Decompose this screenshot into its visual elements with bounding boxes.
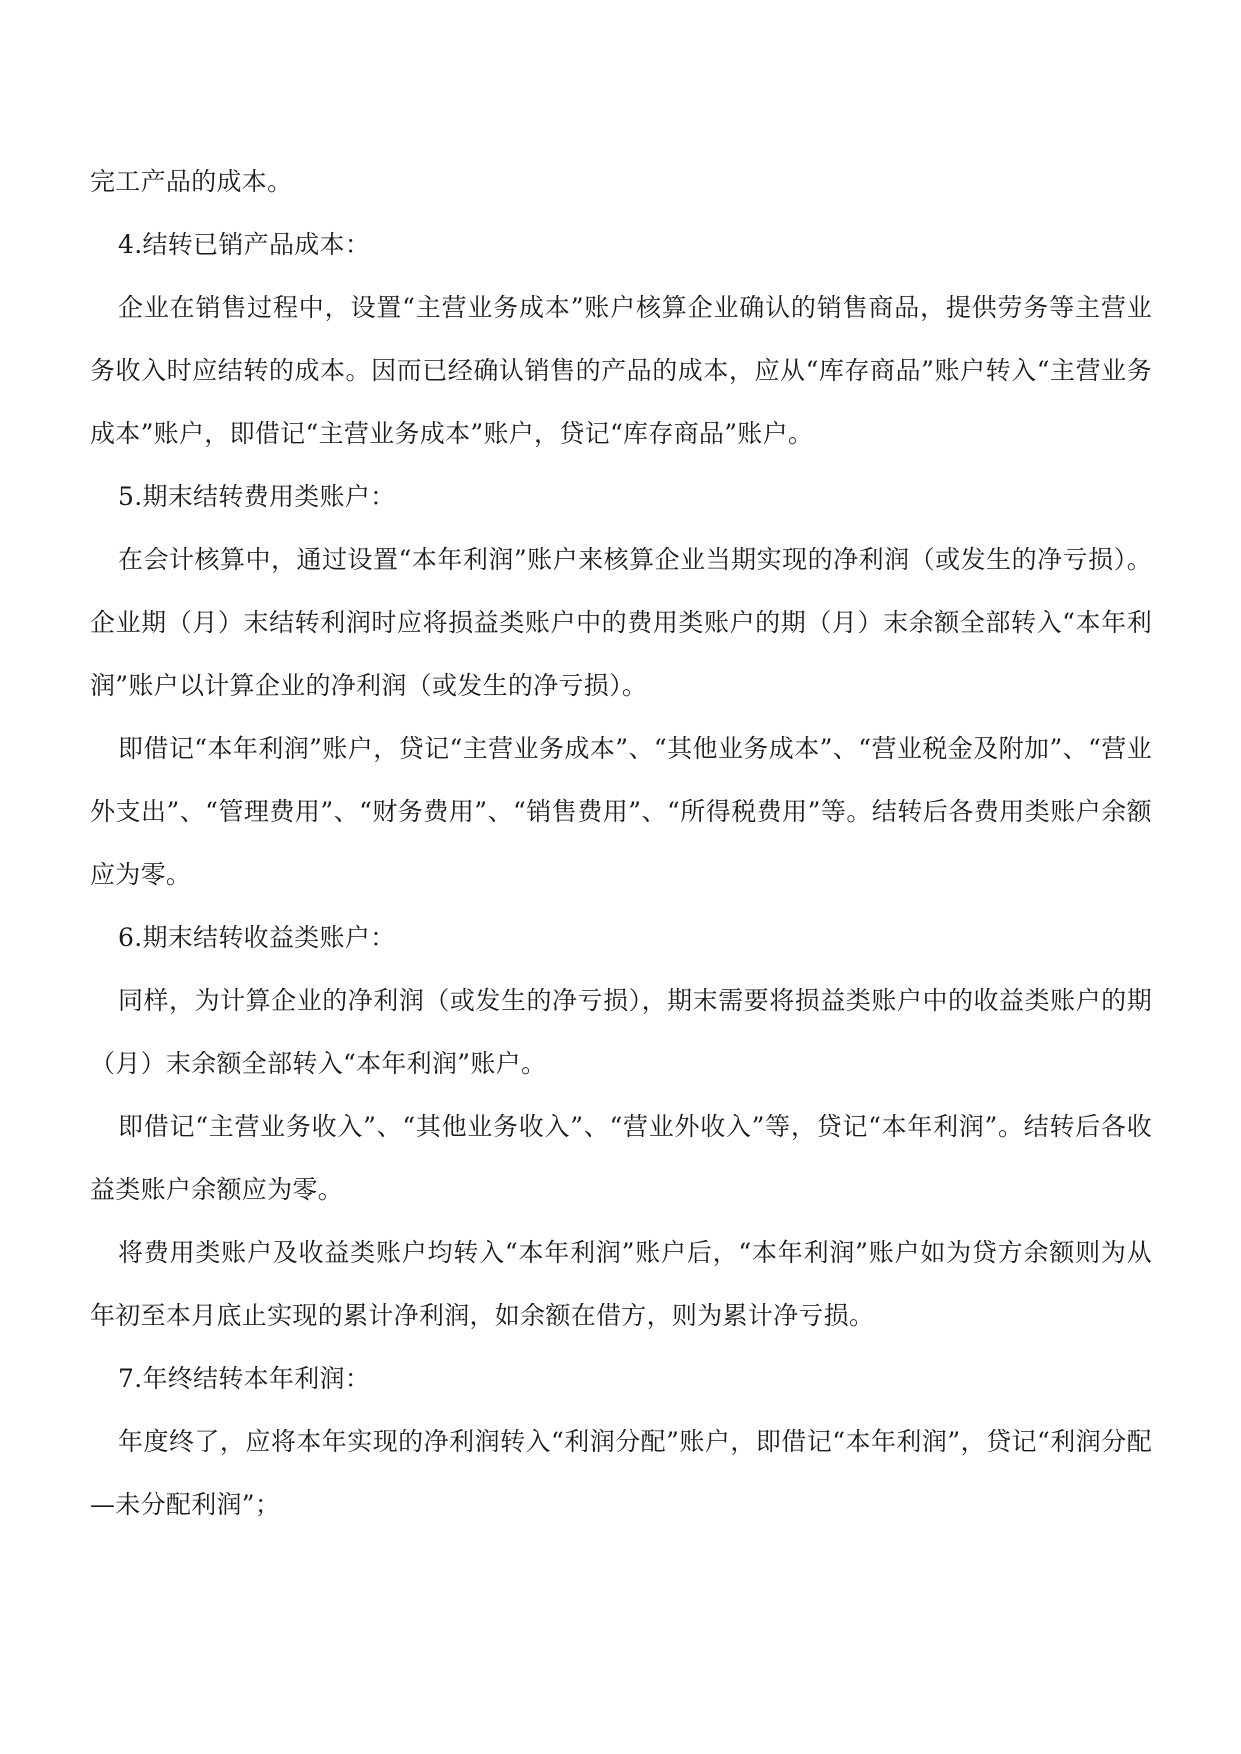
paragraph-cost-of-main-business: 企业在销售过程中，设置“主营业务成本”账户核算企业确认的销售商品，提供劳务等主营业务收入时应结转的成本。因而已经确认销售的产品的成本，应从“库存商品”账户转入“主营业务成本”账户，即借记“主营业务成本”账户，贷记“库存商品”账户。 (90, 293, 1152, 448)
document-page (90, 150, 1152, 1536)
heading-6-period-end-revenue-accounts: 6.期末结转收益类账户： (118, 923, 396, 952)
paragraph-expense-debit-credit: 即借记“本年利润”账户，贷记“主营业务成本”、“其他业务成本”、“营业税金及附加”、“营业外支出”、“管理费用”、“财务费用”、“销售费用”、“所得税费用”等。结转后各费用类账户余额应为零。 (90, 734, 1152, 889)
paragraph-revenue-transfer: 同样，为计算企业的净利润（或发生的净亏损），期末需要将损益类账户中的收益类账户的期（月）末余额全部转入“本年利润”账户。 (90, 986, 1152, 1078)
paragraph-revenue-debit-credit: 即借记“主营业务收入”、“其他业务收入”、“营业外收入”等，贷记“本年利润”。结转后各收益类账户余额应为零。 (90, 1112, 1152, 1204)
paragraph-balance-interpretation: 将费用类账户及收益类账户均转入“本年利润”账户后，“本年利润”账户如为贷方余额则为从年初至本月底止实现的累计净利润，如余额在借方，则为累计净亏损。 (90, 1238, 1152, 1330)
heading-5-period-end-expense-accounts: 5.期末结转费用类账户： (118, 482, 396, 511)
paragraph-current-year-profit-account: 在会计核算中，通过设置“本年利润”账户来核算企业当期实现的净利润（或发生的净亏损）。企业期（月）末结转利润时应将损益类账户中的费用类账户的期（月）末余额全部转入“本年利润”账户以计算企业的净利润（或发生的净亏损）。 (90, 545, 1152, 700)
paragraph-profit-distribution: 年度终了，应将本年实现的净利润转入“利润分配”账户，即借记“本年利润”，贷记“利润分配—未分配利润”； (90, 1427, 1152, 1519)
paragraph-continuation: 完工产品的成本。 (90, 167, 293, 196)
heading-4-transfer-cost-of-sold-products: 4.结转已销产品成本： (118, 230, 371, 259)
heading-7-year-end-profit-transfer: 7.年终结转本年利润： (118, 1364, 371, 1393)
